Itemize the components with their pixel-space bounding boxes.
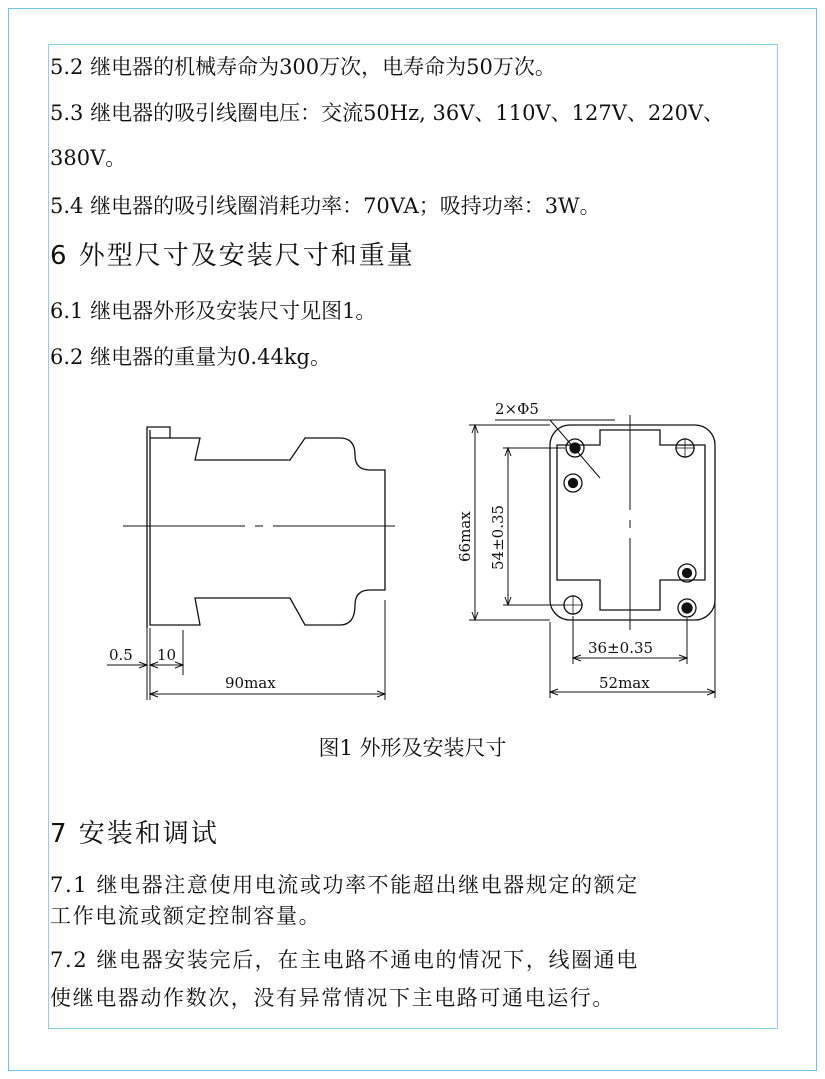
paragraph-5-3-line1: 5.3 继电器的吸引线圈电压：交流50Hz, 36V、110V、127V、220V、 bbox=[50, 101, 725, 125]
dim-hole-vertical-label: 54±0.35 bbox=[489, 504, 507, 570]
figure-caption: 图1 外形及安装尺寸 bbox=[318, 736, 507, 760]
paragraph-7-2-line1: 7.2 继电器安装完后，在主电路不通电的情况下，线圈通电 bbox=[50, 948, 639, 972]
paragraph-6-1: 6.1 继电器外形及安装尺寸见图1。 bbox=[50, 299, 377, 323]
dim-width-label: 52max bbox=[599, 674, 650, 692]
dim-holes-label: 2×Φ5 bbox=[495, 400, 539, 418]
paragraph-7-1-line2: 工作电流或额定控制容量。 bbox=[50, 904, 322, 928]
paragraph-7-2-line2: 使继电器动作数次，没有异常情况下主电路可通电运行。 bbox=[50, 986, 615, 1010]
paragraph-6-2: 6.2 继电器的重量为0.44kg。 bbox=[50, 345, 331, 369]
paragraph-5-3-line2: 380V。 bbox=[50, 146, 127, 170]
heading-section-6: 6 外型尺寸及安装尺寸和重量 bbox=[50, 241, 415, 271]
front-view-outline bbox=[550, 425, 715, 620]
dim-hole-horizontal-label: 36±0.35 bbox=[588, 639, 654, 657]
paragraph-5-4: 5.4 继电器的吸引线圈消耗功率：70VA；吸持功率：3W。 bbox=[50, 194, 601, 218]
paragraph-7-1-line1: 7.1 继电器注意使用电流或功率不能超出继电器规定的额定 bbox=[50, 873, 639, 897]
paragraph-5-2: 5.2 继电器的机械寿命为300万次，电寿命为50万次。 bbox=[50, 55, 556, 79]
heading-section-7: 7 安装和调试 bbox=[50, 819, 219, 849]
dim-length-label: 90max bbox=[225, 674, 276, 692]
figure-1-drawing bbox=[95, 390, 735, 710]
dim-height-label: 66max bbox=[456, 511, 474, 562]
dimension-drawing bbox=[95, 390, 735, 710]
dim-flange-label: 10 bbox=[157, 646, 177, 664]
dim-thickness-label: 0.5 bbox=[109, 646, 133, 664]
side-view-outline bbox=[150, 430, 385, 625]
